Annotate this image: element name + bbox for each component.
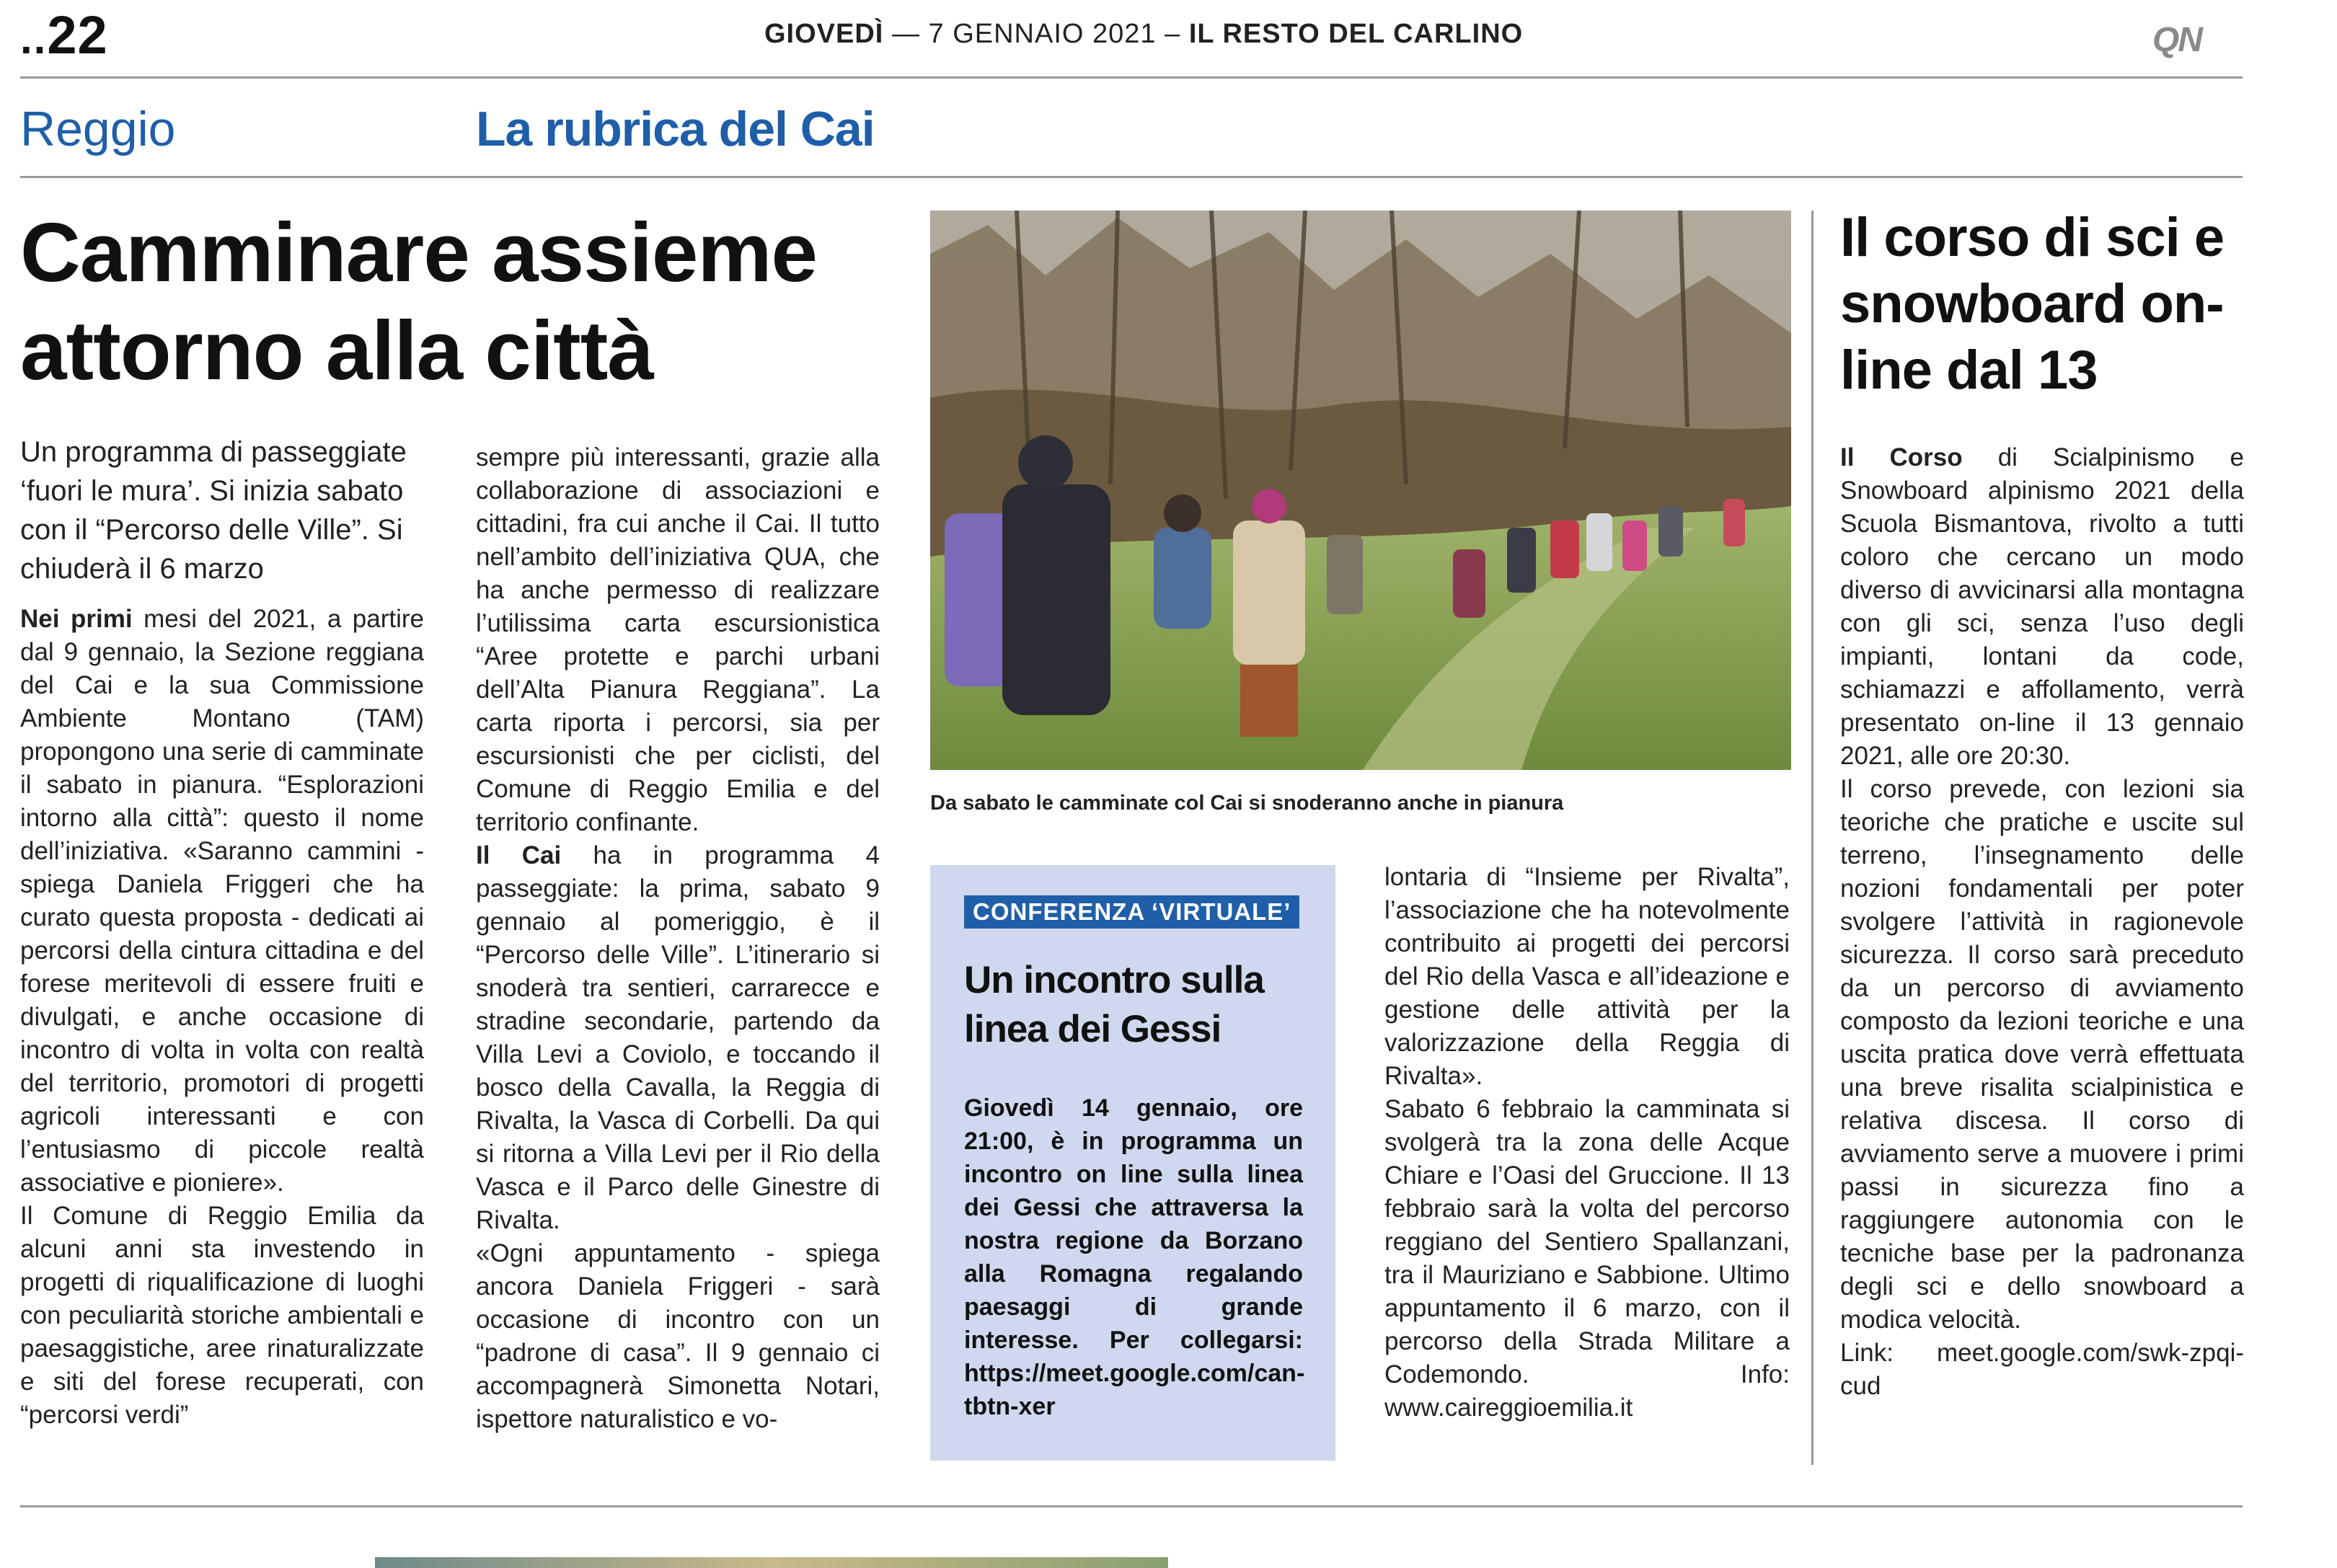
next-article-image-edge [375,1557,1168,1568]
running-head [764,19,1523,50]
hikers-photo [930,211,1791,770]
qn-logo: QN [2152,21,2201,59]
paragraph-text: di Scialpinismo e Snowboard alpinismo 2021 della Scuola Bismantova, rivolto a tutti coloro che cercano un modo diverso di avvicinarsi alla montagna con gli sci, senza l’uso degli impianti, lontani da code, schiamazzi e affollamento, verrà presentato on-line il 13 gennaio 2021, alle ore 20:30. [1840,443,2245,770]
running-head-dash: — [891,19,920,49]
headline-line-1: Camminare assieme [20,205,817,299]
paragraph: Link: meet.google.com/swk-zpqi-cud [1840,1339,2244,1400]
conference-label: CONFERENZA ‘VIRTUALE’ [964,895,1299,929]
sidebar-headline: Il corso di sci e snowboard on-line dal 13 [1840,207,2225,401]
paragraph-lead: Il Corso [1840,443,1963,471]
header-divider [20,76,2243,79]
page-number [20,4,108,66]
article-column-1 [20,603,424,1432]
photo-caption: Da sabato le camminate col Cai si snoderanno anche in pianura [930,792,1564,815]
paragraph: «Ogni appuntamento - spiega ancora Daniela Friggeri - sarà occasione di incontro con un “padrone di casa”. Il 9 gennaio ci accompagnerà Simonetta Notari, ispettore naturalistico e vo- [476,1239,880,1433]
article-subtitle: Un programma di passeggiate ‘fuori le mura’. Si inizia sabato con il “Percorso delle Ville”. Si chiuderà il 6 marzo [20,436,407,585]
paragraph-lead: Nei primi [20,605,133,633]
conference-title: Un incontro sulla linea dei Gessi [964,959,1264,1050]
paragraph [476,839,880,1237]
paragraph: Il Comune di Reggio Emilia da alcuni anni sta investendo in progetti di riqualificazione di luoghi con peculiarità storiche ambientali e paesaggistiche, aree rinaturalizzate e siti del forese recuperati, con “percorsi verdi” [20,1202,424,1429]
sidebar-divider [1811,211,1814,1465]
section-divider [20,176,2243,178]
conference-body: Giovedì 14 gennaio, ore 21:00, è in programma un incontro on line sulla linea dei Gessi che attraversa la nostra regione da Borzano alla Romagna regalando paesaggi di grande interesse. Per collegarsi: https://meet.google.com/can-tbtn-xer [964,1094,1305,1420]
paragraph: Il corso prevede, con lezioni sia teoriche che pratiche e uscite sul terreno, l’insegnamento delle nozioni fondamentali per poter svolgere l’attività in ragionevole sicurezza. Il corso sarà preceduto da un percorso di avviamento composto da lezioni teoriche e una uscita pratica dove verrà effettuata una breve risalita scialpinistica e relativa discesa. Il corso di avviamento serve a muovere i primi passi in sicurezza fino a raggiungere autonomia con le tecniche base per la padronanza degli sci e dello snowboard a modica velocità. [1840,775,2244,1334]
paragraph: sempre più interessanti, grazie alla collaborazione di associazioni e cittadini, fra cui anche il Cai. Il tutto nell’ambito dell’iniziativa QUA, che ha anche permesso di realizzare l’utilissima carta escursionistica “Aree protette e parchi urbani dell’Alta Pianura Reggiana”. La carta riporta i percorsi, sia per escursionisti che per ciclisti, del Comune di Reggio Emilia e del territorio confinante. [476,443,880,836]
paragraph [1840,441,2244,773]
page-number-value: 22 [47,5,108,65]
article-photo [930,211,1791,770]
running-head-day: GIOVEDÌ [764,19,884,49]
running-head-date: 7 GENNAIO 2021 [928,19,1157,49]
paragraph-text: mesi del 2021, a partire dal 9 gennaio, la Sezione reggiana del Cai e la sua Commissione Ambiente Montano (TAM) propongono una serie di camminate il sabato in pianura. “Esplorazioni intorno alla città”: questo il nome dell’iniziativa. «Saranno cammini - spiega Daniela Friggeri che ha curato questa proposta - dedicati ai percorsi della cintura cittadina e del forese meritevoli di essere fruiti e divulgati, e anche occasione di incontro di volta in volta con realtà del territorio, promotori di progetti agricoli interessanti e con l’entusiasmo di piccole realtà associative e pioniere». [20,605,425,1197]
paragraph: lontaria di “Insieme per Rivalta”, l’associazione che ha notevolmente contribuito ai progetti dei percorsi del Rio della Vasca e all’ideazione e gestione delle attività per la valorizzazione della Reggia di Rivalta». [1384,863,1790,1090]
rubric-title: La rubrica del Cai [476,102,875,156]
running-head-dash2: – [1165,19,1181,49]
article-column-4 [1384,861,1790,1425]
page-dots: .. [20,14,48,63]
article-headline [20,203,914,399]
running-head-paper: IL RESTO DEL CARLINO [1188,19,1524,49]
headline-line-2: attorno alla città [20,304,653,397]
paragraph [20,603,424,1200]
paragraph-text: ha in programma 4 passeggiate: la prima, sabato 9 gennaio al pomeriggio, è il “Percorso delle Ville”. L’itinerario si snoderà tra sentieri, carrarecce e stradine secondarie, partendo da Villa Levi a Coviolo, e toccando il bosco della Cavalla, la Reggia di Rivalta, la Vasca di Corbelli. Da qui si ritorna a Villa Levi per il Rio della Vasca e il Parco delle Ginestre di Rivalta. [476,841,880,1234]
section-title: Reggio [20,102,176,156]
paragraph-lead: Il Cai [476,841,562,869]
footer-divider [20,1505,2243,1507]
article-column-2 [476,441,880,1436]
paragraph: Sabato 6 febbraio la camminata si svolgerà tra la zona delle Acque Chiare e l’Oasi del Gruccione. Il 13 febbraio sarà la volta del percorso reggiano del Sentiero Spallanzani, tra il Mauriziano e Sabbione. Ultimo appuntamento il 6 marzo, con il percorso della Strada Militare a Codemondo. Info: www.caireggioemilia.it [1384,1095,1790,1422]
sidebar-body [1840,441,2244,1403]
